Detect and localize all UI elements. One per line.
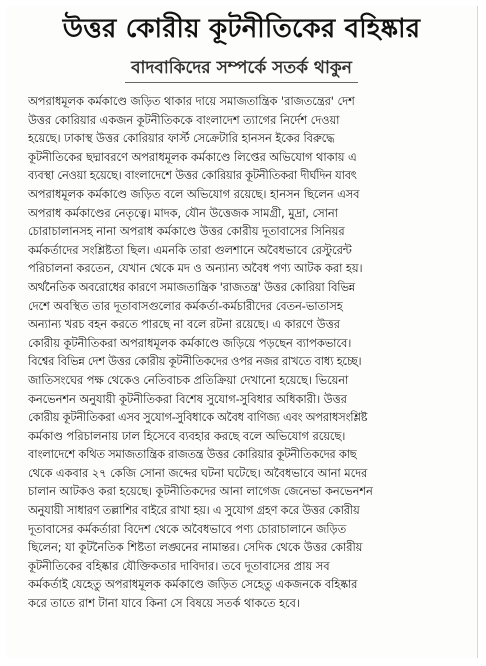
article-line: কূটনীতিকের ছদ্মাবরণে অপরাধমূলক কর্মকাণ্ডে লিপ্তের অভিযোগ থাকায় এ [28, 150, 357, 164]
article-line: কর্মকর্তাদের সংশ্লিষ্টতা ছিল। এমনকি তারা গুলশানে অবৈধভাবে রেস্টুরেন্ট [28, 243, 352, 257]
subheadline-wrapper [6, 56, 477, 83]
article-line: কোরীয় কূটনীতিকরা অপরাধমূলক কর্মকাণ্ডে জড়িয়ে পড়ছেন ব্যাপকভাবে। [28, 336, 352, 350]
article-line: কূটনীতিকের বহিষ্কার যৌক্তিকতার দাবিদার। তবে দূতাবাসের প্রায় সব [28, 559, 330, 573]
article-line: থেকে একবার ২৭ কেজি সোনা জব্দের ঘটনা ঘটেছে। অবৈধভাবে আনা মদের [28, 466, 368, 480]
article-line: কনভেনশন অনুযায়ী কূটনীতিকরা বিশেষ সুযোগ-সুবিধার অধিকারী। উত্তর [28, 392, 347, 406]
article-line: অন্যান্য খরচ বহন করতে পারছে না বলে রটনা রয়েছে। এ কারণে উত্তর [28, 318, 340, 332]
article-body [6, 93, 477, 614]
article-line: অপরাধমূলক কর্মকাণ্ডে জড়িত বলে অভিযোগ রয়েছে। হানসন ছিলেন এসব [28, 187, 360, 201]
article-line: দূতাবাসের কর্মকর্তারা বিদেশ থেকে অবৈধভাবে পণ্য চোরাচালানে জড়িত [28, 522, 347, 536]
article-line: কোরীয় কূটনীতিকরা এসব সুযোগ-সুবিধাকে অবৈধ বাণিজ্য এবং অপরাধসংশ্লিষ্ট [28, 411, 368, 425]
article-line: অপরাধমূলক কর্মকাণ্ডে জড়িত থাকার দায়ে সমাজতান্ত্রিক 'রাজতন্ত্রের' দেশ [28, 95, 355, 108]
article-line: হয়েছে। ঢাকাস্থ উত্তর কোরিয়ার ফার্স্ট সেক্রেটারি হানসন ইকের বিরুদ্ধে [28, 132, 335, 146]
article-line: বাংলাদেশে কথিত সমাজতান্ত্রিক রাজতন্ত্র উত্তর কোরিয়ার কূটনীতিকদের কাছ [28, 448, 357, 462]
article-line: অপরাধ কর্মকাণ্ডের নেতৃত্বে। মাদক, যৌন উত্তেজক সামগ্রী, মুদ্রা, সোনা [28, 206, 338, 220]
article-line: কর্মকর্তাই যেহেতু অপরাধমূলক কর্মকাণ্ডে জড়িত সেহেতু একজনকে বহিষ্কার [28, 578, 358, 592]
article-line: জাতিসংঘের পক্ষ থেকেও নেতিবাচক প্রতিক্রিয়া দেখানো হয়েছে। ভিয়েনা [28, 373, 349, 387]
article-line: করে তাতে রাশ টানা যাবে কিনা সে বিষয়ে সতর্ক থাকতে হবে। [28, 597, 300, 611]
article-line: উত্তর কোরিয়ার একজন কূটনীতিককে বাংলাদেশ ত্যাগের নির্দেশ দেওয়া [28, 113, 340, 127]
article-line: ছিলেন; যা কূটনৈতিক শিষ্টতা লঙ্ঘনের নামান্তর। সেদিক থেকে উত্তর কোরীয় [28, 541, 363, 555]
headline: উত্তর কোরীয় কূটনীতিকের বহিষ্কার [62, 14, 421, 44]
article-line: চালান আটকও করা হয়েছে। কূটনীতিকদের আনা লাগেজ জেনেভা কনভেনশন [28, 485, 373, 499]
subheadline: বাদবাকিদের সম্পর্কে সতর্ক থাকুন [125, 56, 358, 83]
article-line: কর্মকাণ্ড পরিচালনায় ঢাল হিসেবে ব্যবহার করছে বলে অভিযোগ রয়েছে। [28, 429, 346, 443]
article-line: অর্থনৈতিক অবরোধের কারণে সমাজতান্ত্রিক 'রাজতন্ত্র' উত্তর কোরিয়া বিভিন্ন [28, 280, 355, 294]
article-line: ব্যবস্থা নেওয়া হয়েছে। বাংলাদেশে উত্তর কোরিয়ার কূটনীতিকরা দীর্ঘদিন যাবৎ [28, 169, 357, 183]
article-line: দেশে অবস্থিত তার দূতাবাসগুলোর কর্মকর্তা-কর্মচারীদের বেতন-ভাতাসহ [28, 299, 343, 313]
article-line: অনুযায়ী সাধারণ তল্লাশির বাইরে রাখা হয়। এ সুযোগ গ্রহণ করে উত্তর কোরীয় [28, 504, 360, 518]
article-line: পরিচালনা করতেন, যেখান থেকে মদ ও অন্যান্য অবৈধ পণ্য আটক করা হয়। [28, 262, 363, 276]
article-line: বিশ্বের বিভিন্ন দেশ উত্তর কোরীয় কূটনীতিকদের ওপর নজর রাখতে বাধ্য হচ্ছে। [28, 355, 362, 369]
newspaper-clipping [6, 6, 478, 658]
article-line: চোরাচালানসহ নানা অপরাধ কর্মকাণ্ডে উত্তর কোরীয় দূতাবাসের সিনিয়র [28, 225, 345, 239]
